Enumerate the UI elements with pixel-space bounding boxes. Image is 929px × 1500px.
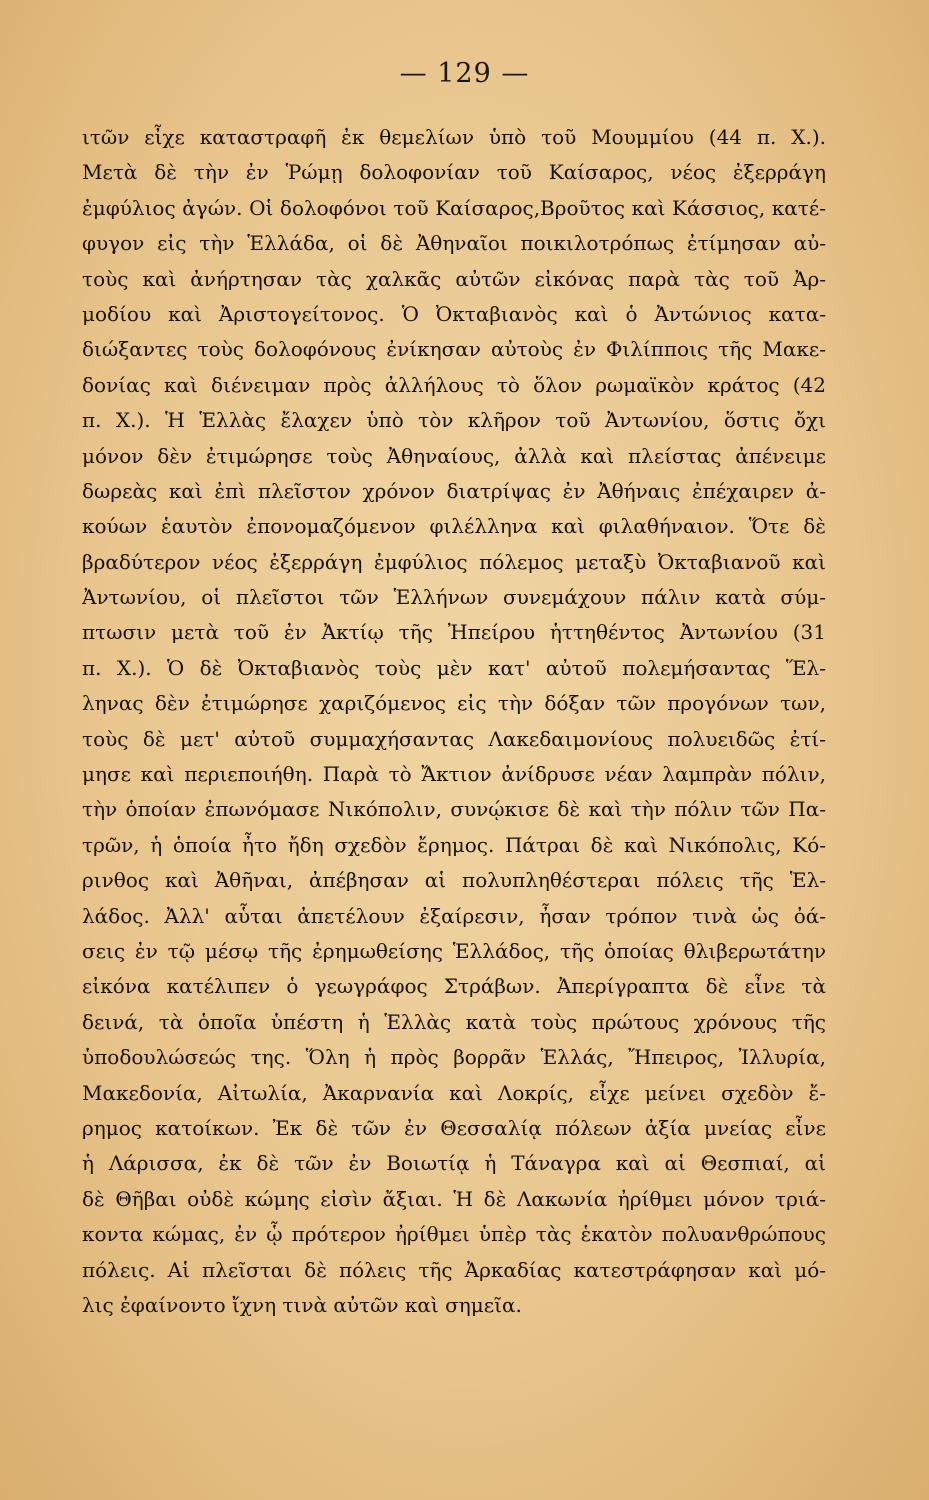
body-text [82,120,826,1323]
text-line: μοδίου καὶ Ἀριστογείτονος. Ὁ Ὀκταβιανὸς καὶ ὁ Ἀντώνιος κατα- [82,301,826,326]
text-line: πτωσιν μετὰ τοῦ ἐν Ἀκτίῳ τῆς Ἠπείρου ἡττηθέντος Ἀντωνίου (31 [82,620,826,645]
text-line: ιτῶν εἶχε καταστραφῆ ἐκ θεμελίων ὑπὸ τοῦ Μουμμίου (44 π. Χ.). [82,125,826,149]
text-line: εἰκόνα κατέλιπεν ὁ γεωγράφος Στράβων. Ἀπερίγραπτα δὲ εἶνε τὰ [82,974,826,999]
text-line: ληνας δὲν ἐτιμώρησε χαριζόμενος εἰς τὴν δόξαν τῶν προγόνων των, [82,691,826,716]
text-line: δωρεὰς καὶ ἐπὶ πλεῖστον χρόνον διατρίψας ἐν Ἀθήναις ἐπέχαιρεν ἀ- [82,478,826,503]
text-line: κοντα κώμας, ἐν ᾧ πρότερον ἠρίθμει ὑπὲρ τὰς ἑκατὸν πολυανθρώπους [82,1222,826,1247]
text-line: μησε καὶ περιεποιήθη. Παρὰ τὸ Ἄκτιον ἀνίδρυσε νέαν λαμπρὰν πόλιν, [82,762,826,787]
text-line: π. Χ.). Ἡ Ἑλλὰς ἔλαχεν ὑπὸ τὸν κλῆρον τοῦ Ἀντωνίου, ὅστις ὄχι [82,408,826,433]
text-line: φυγον εἰς τὴν Ἑλλάδα, οἱ δὲ Ἀθηναῖοι ποικιλοτρόπως ἐτίμησαν αὐ- [82,231,826,256]
text-line: ἐμφύλιος ἀγών. Οἱ δολοφόνοι τοῦ Καίσαρος,Βροῦτος καὶ Κάσσιος, κατέ- [82,195,826,220]
text-line: σεις ἐν τῷ μέσῳ τῆς ἐρημωθείσης Ἑλλάδος, τῆς ὁποίας θλιβερωτάτην [82,938,826,963]
text-line: ἡ Λάρισσα, ἐκ δὲ τῶν ἐν Βοιωτίᾳ ἡ Τάναγρα καὶ αἱ Θεσπιαί, αἱ [82,1151,826,1176]
page-number: — 129 — [399,58,530,89]
text-line: δεινά, τὰ ὁποῖα ὑπέστη ἡ Ἑλλὰς κατὰ τοὺς πρώτους χρόνους τῆς [82,1009,826,1034]
text-line: μόνον δὲν ἐτιμώρησε τοὺς Ἀθηναίους, ἀλλὰ καὶ πλείστας ἀπένειμε [82,443,826,468]
text-line: Μετὰ δὲ τὴν ἐν Ῥώμῃ δολοφονίαν τοῦ Καίσαρος, νέος ἐξερράγη [82,160,826,185]
text-line: δονίας καὶ διένειμαν πρὸς ἀλλήλους τὸ ὅλον ρωμαϊκὸν κράτος (42 [82,372,826,397]
text-line: βραδύτερον νέος ἐξερράγη ἐμφύλιος πόλεμος μεταξὺ Ὀκταβιανοῦ καὶ [82,549,826,574]
text-line: λις ἐφαίνοντο ἴχνη τινὰ αὐτῶν καὶ σημεῖα. [82,1292,522,1317]
text-line: τοὺς δὲ μετ' αὐτοῦ συμμαχήσαντας Λακεδαιμονίους πολυειδῶς ἐτί- [82,726,826,751]
text-line: Ἀντωνίου, οἱ πλεῖστοι τῶν Ἑλλήνων συνεμάχουν πάλιν κατὰ σύμ- [82,585,826,610]
text-line: δὲ Θῆβαι οὐδὲ κώμης εἰσὶν ἄξιαι. Ἡ δὲ Λακωνία ἠρίθμει μόνον τριά- [82,1186,826,1211]
text-line: ρημος κατοίκων. Ἐκ δὲ τῶν ἐν Θεσσαλίᾳ πόλεων ἀξία μνείας εἶνε [82,1115,826,1140]
text-line: τὴν ὁποίαν ἐπωνόμασε Νικόπολιν, συνῴκισε δὲ καὶ τὴν πόλιν τῶν Πα- [82,797,826,822]
text-line: ὑποδουλώσεώς της. Ὅλη ἡ πρὸς βορρᾶν Ἑλλάς, Ἤπειρος, Ἰλλυρία, [82,1045,826,1070]
text-line: π. Χ.). Ὁ δὲ Ὀκταβιανὸς τοὺς μὲν κατ' αὐτοῦ πολεμήσαντας Ἕλ- [82,655,826,680]
text-line: κούων ἑαυτὸν ἐπονομαζόμενον φιλέλληνα καὶ φιλαθήναιον. Ὅτε δὲ [82,514,826,539]
text-line: πόλεις. Αἱ πλεῖσται δὲ πόλεις τῆς Ἀρκαδίας κατεστράφησαν καὶ μό- [82,1257,826,1282]
text-line: Μακεδονία, Αἰτωλία, Ἀκαρνανία καὶ Λοκρίς, εἶχε μείνει σχεδὸν ἔ- [82,1080,826,1105]
text-line: τοὺς καὶ ἀνήρτησαν τὰς χαλκᾶς αὐτῶν εἰκόνας παρὰ τὰς τοῦ Ἀρ- [82,266,826,291]
text-line: ρινθος καὶ Ἀθῆναι, ἀπέβησαν αἱ πολυπληθέστεραι πόλεις τῆς Ἑλ- [82,868,826,893]
text-line: λάδος. Ἀλλ' αὗται ἀπετέλουν ἐξαίρεσιν, ἦσαν τρόπον τινὰ ὡς ὀά- [82,903,826,928]
text-line: τρῶν, ἡ ὁποία ἦτο ἤδη σχεδὸν ἔρημος. Πάτραι δὲ καὶ Νικόπολις, Κό- [82,832,826,857]
text-line: διώξαντες τοὺς δολοφόνους ἐνίκησαν αὐτοὺς ἐν Φιλίπποις τῆς Μακε- [82,337,826,362]
